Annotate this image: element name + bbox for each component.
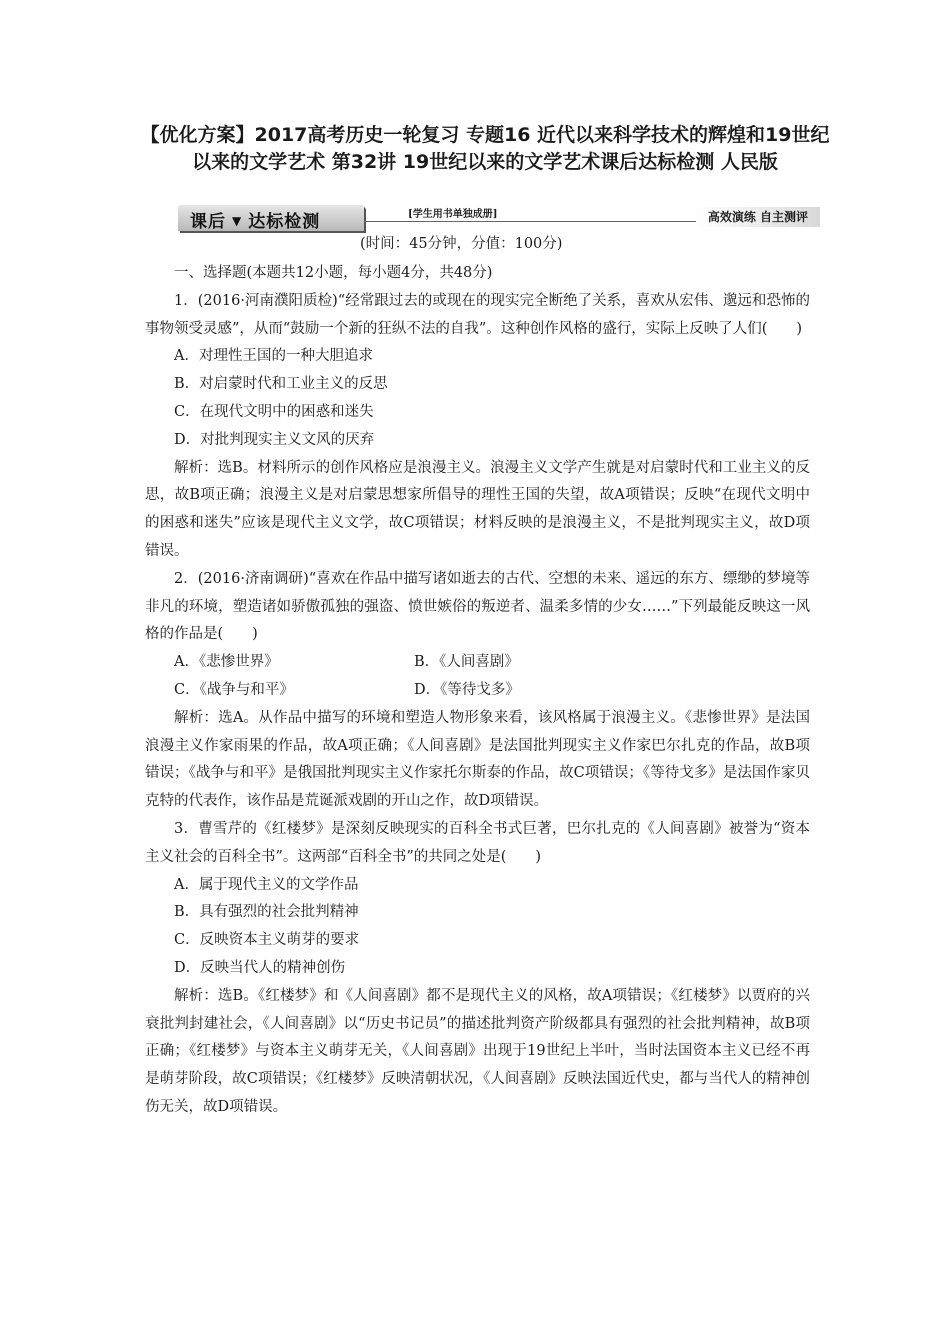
question-1-stem: 1．(2016·河南濮阳质检)“经常跟过去的或现在的现实完全断绝了关系，喜欢从宏伟、邈远和恐怖的事物领受灵感”，从而“鼓励一个新的狂纵不法的自我”。这种创作风格的盛行，实际上反映了人们( ) (145, 292, 810, 337)
question-1-option-c: C．在现代文明中的困惑和迷失 (174, 403, 374, 420)
question-2-options-row-2 (145, 677, 810, 705)
question-1-option-d: D．对批判现实主义文风的厌弃 (174, 431, 375, 448)
question-2-option-a: A．《悲惨世界》 (174, 654, 279, 671)
banner-label-right: 达标检测 (248, 212, 321, 232)
banner-tagline: 高效演练 自主测评 (696, 207, 820, 227)
document-title: 【优化方案】2017高考历史一轮复习 专题16 近代以来科学技术的辉煌和19世纪以来的文学艺术 第32讲 19世纪以来的文学艺术课后达标检测 人民版 (140, 124, 830, 173)
question-3-analysis: 解析：选B。《红楼梦》和《人间喜剧》都不是现代主义的风格，故A项错误；《红楼梦》以贾府的兴衰批判封建社会，《人间喜剧》以“历史书记员”的描述批判资产阶级都具有强烈的社会批判精神，故B项正确；《红楼梦》与资本主义萌芽无关，《人间喜剧》出现于19世纪上半叶，当时法国资本主义已经不再是萌芽阶段，故C项错误；《红楼梦》反映清朝状况，《人间喜剧》反映法国近代史，都与当代人的精神创伤无关，故D项错误。 (145, 987, 810, 1115)
question-1-analysis: 解析：选B。材料所示的创作风格应是浪漫主义。浪漫主义文学产生就是对启蒙时代和工业主义的反思，故B项正确；浪漫主义是对启蒙思想家所倡导的理性王国的失望，故A项错误；反映“在现代文明中的困惑和迷失”应该是现代主义文学，故C项错误；材料反映的是浪漫主义，不是批判现实主义，故D项错误。 (145, 459, 810, 559)
triangle-down-icon: ▼ (232, 214, 243, 228)
question-3-option-d: D．反映当代人的精神创伤 (174, 959, 346, 976)
question-2-option-c: C．《战争与和平》 (174, 681, 294, 698)
question-3-option-c: C．反映资本主义萌芽的要求 (174, 932, 360, 949)
question-3-option-a: A．属于现代主义的文学作品 (174, 876, 359, 893)
section-heading: 一、选择题(本题共12小题，每小题4分，共48分) (174, 265, 493, 281)
question-3-stem: 3．曹雪芹的《红楼梦》是深刻反映现实的百科全书式巨著，巴尔扎克的《人间喜剧》被誉为“资本主义社会的百科全书”。这两部“百科全书”的共同之处是( ) (145, 820, 810, 865)
document-body (145, 260, 810, 1122)
question-2-options-row-1 (145, 649, 810, 677)
question-2-stem: 2．(2016·济南调研)“喜欢在作品中描写诸如逝去的古代、空想的未来、遥远的东方、缥缈的梦境等非凡的环境，塑造诸如骄傲孤独的强盗、愤世嫉俗的叛逆者、温柔多情的少女……”下列最能反映这一风格的作品是( ) (145, 570, 810, 643)
banner-label-left: 课后 (190, 212, 226, 232)
question-3-option-b: B．具有强烈的社会批判精神 (174, 904, 359, 921)
section-banner (178, 205, 820, 233)
banner-tab (178, 205, 364, 231)
question-2-option-d: D．《等待戈多》 (414, 681, 520, 698)
question-1-option-b: B．对启蒙时代和工业主义的反思 (174, 376, 388, 393)
exam-meta: (时间：45分钟，分值：100分) (360, 236, 563, 252)
question-1-option-a: A．对理性王国的一种大胆追求 (174, 348, 373, 365)
question-2-analysis: 解析：选A。从作品中描写的环境和塑造人物形象来看，该风格属于浪漫主义。《悲惨世界》是法国浪漫主义作家雨果的作品，故A项正确；《人间喜剧》是法国批判现实主义作家巴尔扎克的作品，故B项错误；《战争与和平》是俄国批判现实主义作家托尔斯泰的作品，故C项错误；《等待戈多》是法国作家贝克特的代表作，该作品是荒诞派戏剧的开山之作，故D项错误。 (145, 709, 810, 810)
banner-subtitle: [学生用书单独成册] (408, 209, 498, 220)
question-2-option-b: B．《人间喜剧》 (414, 654, 519, 671)
